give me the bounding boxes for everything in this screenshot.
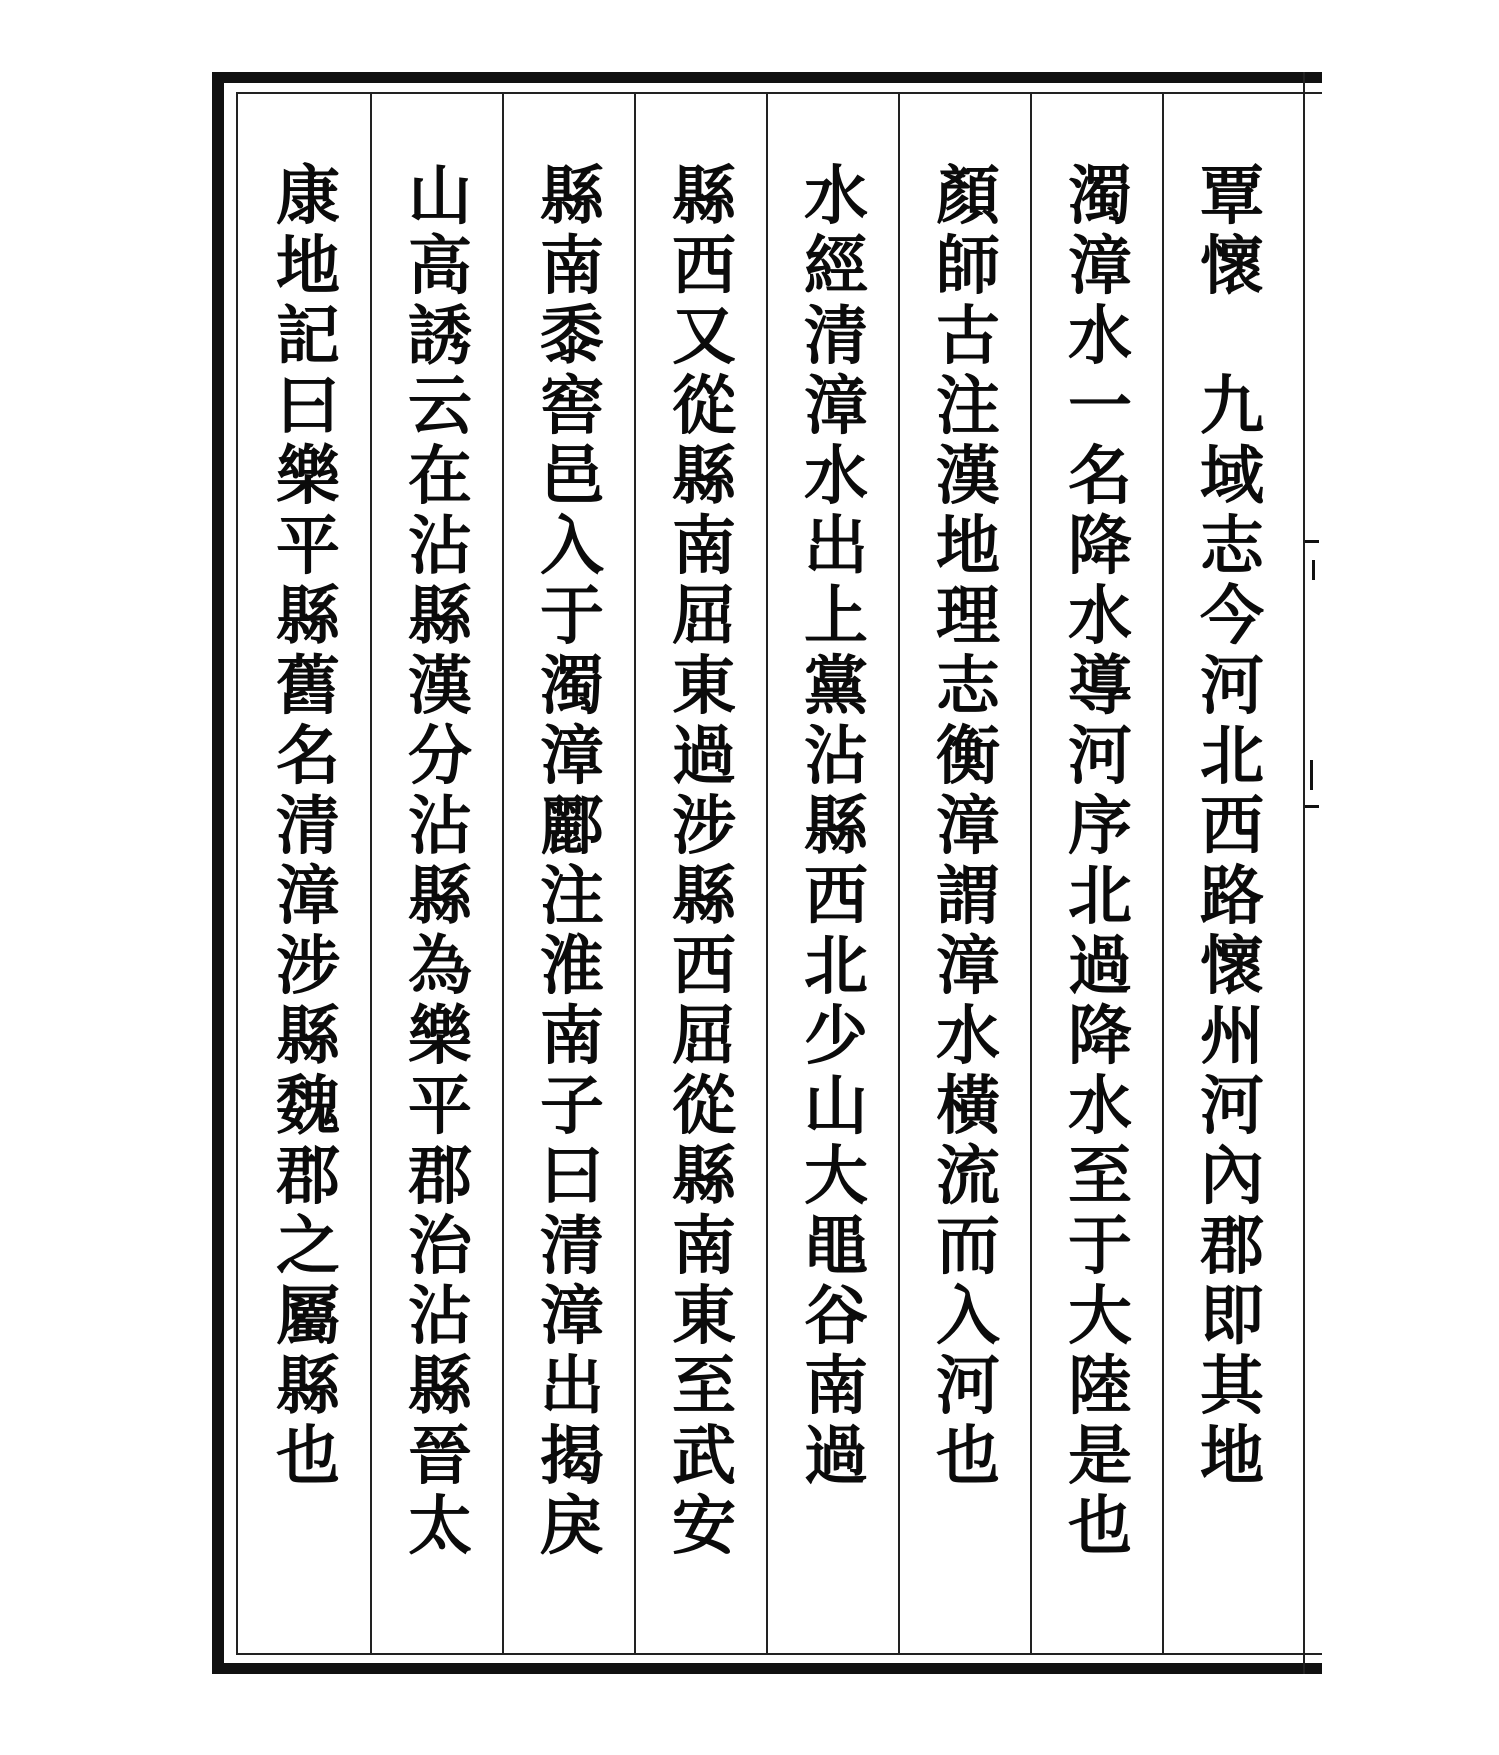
character: 入 <box>540 509 604 584</box>
character: 注 <box>540 859 604 934</box>
character: 淮 <box>540 929 604 1004</box>
character: 地 <box>936 509 1000 584</box>
character: 漳 <box>936 929 1000 1004</box>
character: 過 <box>1068 929 1132 1004</box>
character: 屬 <box>276 1279 340 1354</box>
character: 域 <box>1200 439 1264 514</box>
character: 漳 <box>804 369 868 444</box>
character: 九 <box>1200 369 1264 444</box>
character: 于 <box>540 579 604 654</box>
character: 從 <box>672 369 736 444</box>
character: 平 <box>408 1069 472 1144</box>
character: 屈 <box>672 999 736 1074</box>
character: 降 <box>1068 509 1132 584</box>
fold-mark <box>1310 760 1313 790</box>
character: 縣 <box>804 789 868 864</box>
character: 樂 <box>408 999 472 1074</box>
character: 入 <box>936 1279 1000 1354</box>
character: 縣 <box>276 999 340 1074</box>
character: 名 <box>1068 439 1132 514</box>
character: 縣 <box>672 1139 736 1214</box>
character: 漳 <box>276 859 340 934</box>
character: 谷 <box>804 1279 868 1354</box>
character: 于 <box>1068 1209 1132 1284</box>
character: 屈 <box>672 579 736 654</box>
character: 至 <box>672 1349 736 1424</box>
fold-mark <box>1305 540 1319 543</box>
character: 邑 <box>540 439 604 514</box>
character: 西 <box>1200 789 1264 864</box>
column-divider <box>502 92 504 1655</box>
character: 漢 <box>408 649 472 724</box>
character: 子 <box>540 1069 604 1144</box>
character: 水 <box>1068 1069 1132 1144</box>
character: 路 <box>1200 859 1264 934</box>
character: 也 <box>936 1419 1000 1494</box>
character: 西 <box>804 859 868 934</box>
character: 武 <box>672 1419 736 1494</box>
character: 窖 <box>540 369 604 444</box>
column-divider <box>634 92 636 1655</box>
character: 揭 <box>540 1419 604 1494</box>
character: 顏 <box>936 159 1000 234</box>
character: 也 <box>1068 1489 1132 1564</box>
character: 濁 <box>540 649 604 724</box>
character: 沾 <box>804 719 868 794</box>
character: 涉 <box>672 789 736 864</box>
character: 南 <box>672 509 736 584</box>
character: 西 <box>672 229 736 304</box>
character: 山 <box>408 159 472 234</box>
character: 縣 <box>408 579 472 654</box>
character: 北 <box>804 929 868 1004</box>
character: 涉 <box>276 929 340 1004</box>
column-divider <box>1162 92 1164 1655</box>
character: 樂 <box>276 439 340 514</box>
character: 治 <box>408 1209 472 1284</box>
character: 古 <box>936 299 1000 374</box>
character: 流 <box>936 1139 1000 1214</box>
column-divider <box>1030 92 1032 1655</box>
character: 清 <box>540 1209 604 1284</box>
character: 河 <box>1068 719 1132 794</box>
character: 清 <box>804 299 868 374</box>
character: 太 <box>408 1489 472 1564</box>
character: 東 <box>672 649 736 724</box>
character: 水 <box>1068 579 1132 654</box>
character: 是 <box>1068 1419 1132 1494</box>
character: 地 <box>276 229 340 304</box>
character: 少 <box>804 999 868 1074</box>
character: 南 <box>672 1209 736 1284</box>
character: 為 <box>408 929 472 1004</box>
character: 舊 <box>276 649 340 724</box>
character: 晉 <box>408 1419 472 1494</box>
character: 序 <box>1068 789 1132 864</box>
character: 郡 <box>408 1139 472 1214</box>
character: 黨 <box>804 649 868 724</box>
character: 魏 <box>276 1069 340 1144</box>
character: 內 <box>1200 1139 1264 1214</box>
fold-mark <box>1305 805 1319 808</box>
character: 懷 <box>1200 229 1264 304</box>
character: 水 <box>804 159 868 234</box>
character: 經 <box>804 229 868 304</box>
character: 在 <box>408 439 472 514</box>
character: 河 <box>936 1349 1000 1424</box>
character: 大 <box>1068 1279 1132 1354</box>
character: 南 <box>540 229 604 304</box>
character: 即 <box>1200 1279 1264 1354</box>
character: 記 <box>276 299 340 374</box>
character: 河 <box>1200 649 1264 724</box>
character: 陸 <box>1068 1349 1132 1424</box>
character: 過 <box>672 719 736 794</box>
character: 沾 <box>408 509 472 584</box>
character: 志 <box>936 649 1000 724</box>
character: 之 <box>276 1209 340 1284</box>
character: 高 <box>408 229 472 304</box>
character: 水 <box>1068 299 1132 374</box>
character: 懷 <box>1200 929 1264 1004</box>
character: 南 <box>540 999 604 1074</box>
character: 云 <box>408 369 472 444</box>
character: 覃 <box>1200 159 1264 234</box>
character: 郡 <box>1200 1209 1264 1284</box>
character: 北 <box>1200 719 1264 794</box>
character: 沾 <box>408 1279 472 1354</box>
character: 縣 <box>672 439 736 514</box>
character: 山 <box>804 1069 868 1144</box>
character: 清 <box>276 789 340 864</box>
character: 大 <box>804 1139 868 1214</box>
character: 水 <box>804 439 868 514</box>
column-divider <box>898 92 900 1655</box>
character: 平 <box>276 509 340 584</box>
character: 北 <box>1068 859 1132 934</box>
character: 上 <box>804 579 868 654</box>
character: 水 <box>936 999 1000 1074</box>
character: 漳 <box>540 1279 604 1354</box>
character: 西 <box>672 929 736 1004</box>
character: 至 <box>1068 1139 1132 1214</box>
fold-mark <box>1312 560 1315 580</box>
character: 分 <box>408 719 472 794</box>
character: 縣 <box>672 159 736 234</box>
character: 降 <box>1068 999 1132 1074</box>
character: 河 <box>1200 1069 1264 1144</box>
character: 今 <box>1200 579 1264 654</box>
character: 縣 <box>408 1349 472 1424</box>
character: 漳 <box>936 789 1000 864</box>
character: 志 <box>1200 509 1264 584</box>
character: 黽 <box>804 1209 868 1284</box>
character: 縣 <box>276 1349 340 1424</box>
character: 酈 <box>540 789 604 864</box>
character: 從 <box>672 1069 736 1144</box>
character: 其 <box>1200 1349 1264 1424</box>
character: 縣 <box>276 579 340 654</box>
character: 濁 <box>1068 159 1132 234</box>
character: 又 <box>672 299 736 374</box>
character: 師 <box>936 229 1000 304</box>
character: 過 <box>804 1419 868 1494</box>
character: 名 <box>276 719 340 794</box>
column-divider <box>766 92 768 1655</box>
character: 東 <box>672 1279 736 1354</box>
character: 衡 <box>936 719 1000 794</box>
character: 也 <box>276 1419 340 1494</box>
character: 而 <box>936 1209 1000 1284</box>
character: 誘 <box>408 299 472 374</box>
character: 漳 <box>540 719 604 794</box>
character: 康 <box>276 159 340 234</box>
character: 地 <box>1200 1419 1264 1494</box>
character: 漳 <box>1068 229 1132 304</box>
fold-margin-strip <box>1303 72 1322 1674</box>
character: 戾 <box>540 1489 604 1564</box>
character: 縣 <box>540 159 604 234</box>
character: 導 <box>1068 649 1132 724</box>
character: 黍 <box>540 299 604 374</box>
character: 縣 <box>672 859 736 934</box>
character: 安 <box>672 1489 736 1564</box>
character: 出 <box>540 1349 604 1424</box>
character: 橫 <box>936 1069 1000 1144</box>
character: 沾 <box>408 789 472 864</box>
character: 州 <box>1200 999 1264 1074</box>
character: 理 <box>936 579 1000 654</box>
character: 謂 <box>936 859 1000 934</box>
character: 南 <box>804 1349 868 1424</box>
character: 注 <box>936 369 1000 444</box>
column-divider <box>370 92 372 1655</box>
character: 漢 <box>936 439 1000 514</box>
character: 郡 <box>276 1139 340 1214</box>
character: 曰 <box>540 1139 604 1214</box>
character: 縣 <box>408 859 472 934</box>
character: 出 <box>804 509 868 584</box>
character: 曰 <box>276 369 340 444</box>
character: 一 <box>1068 369 1132 444</box>
